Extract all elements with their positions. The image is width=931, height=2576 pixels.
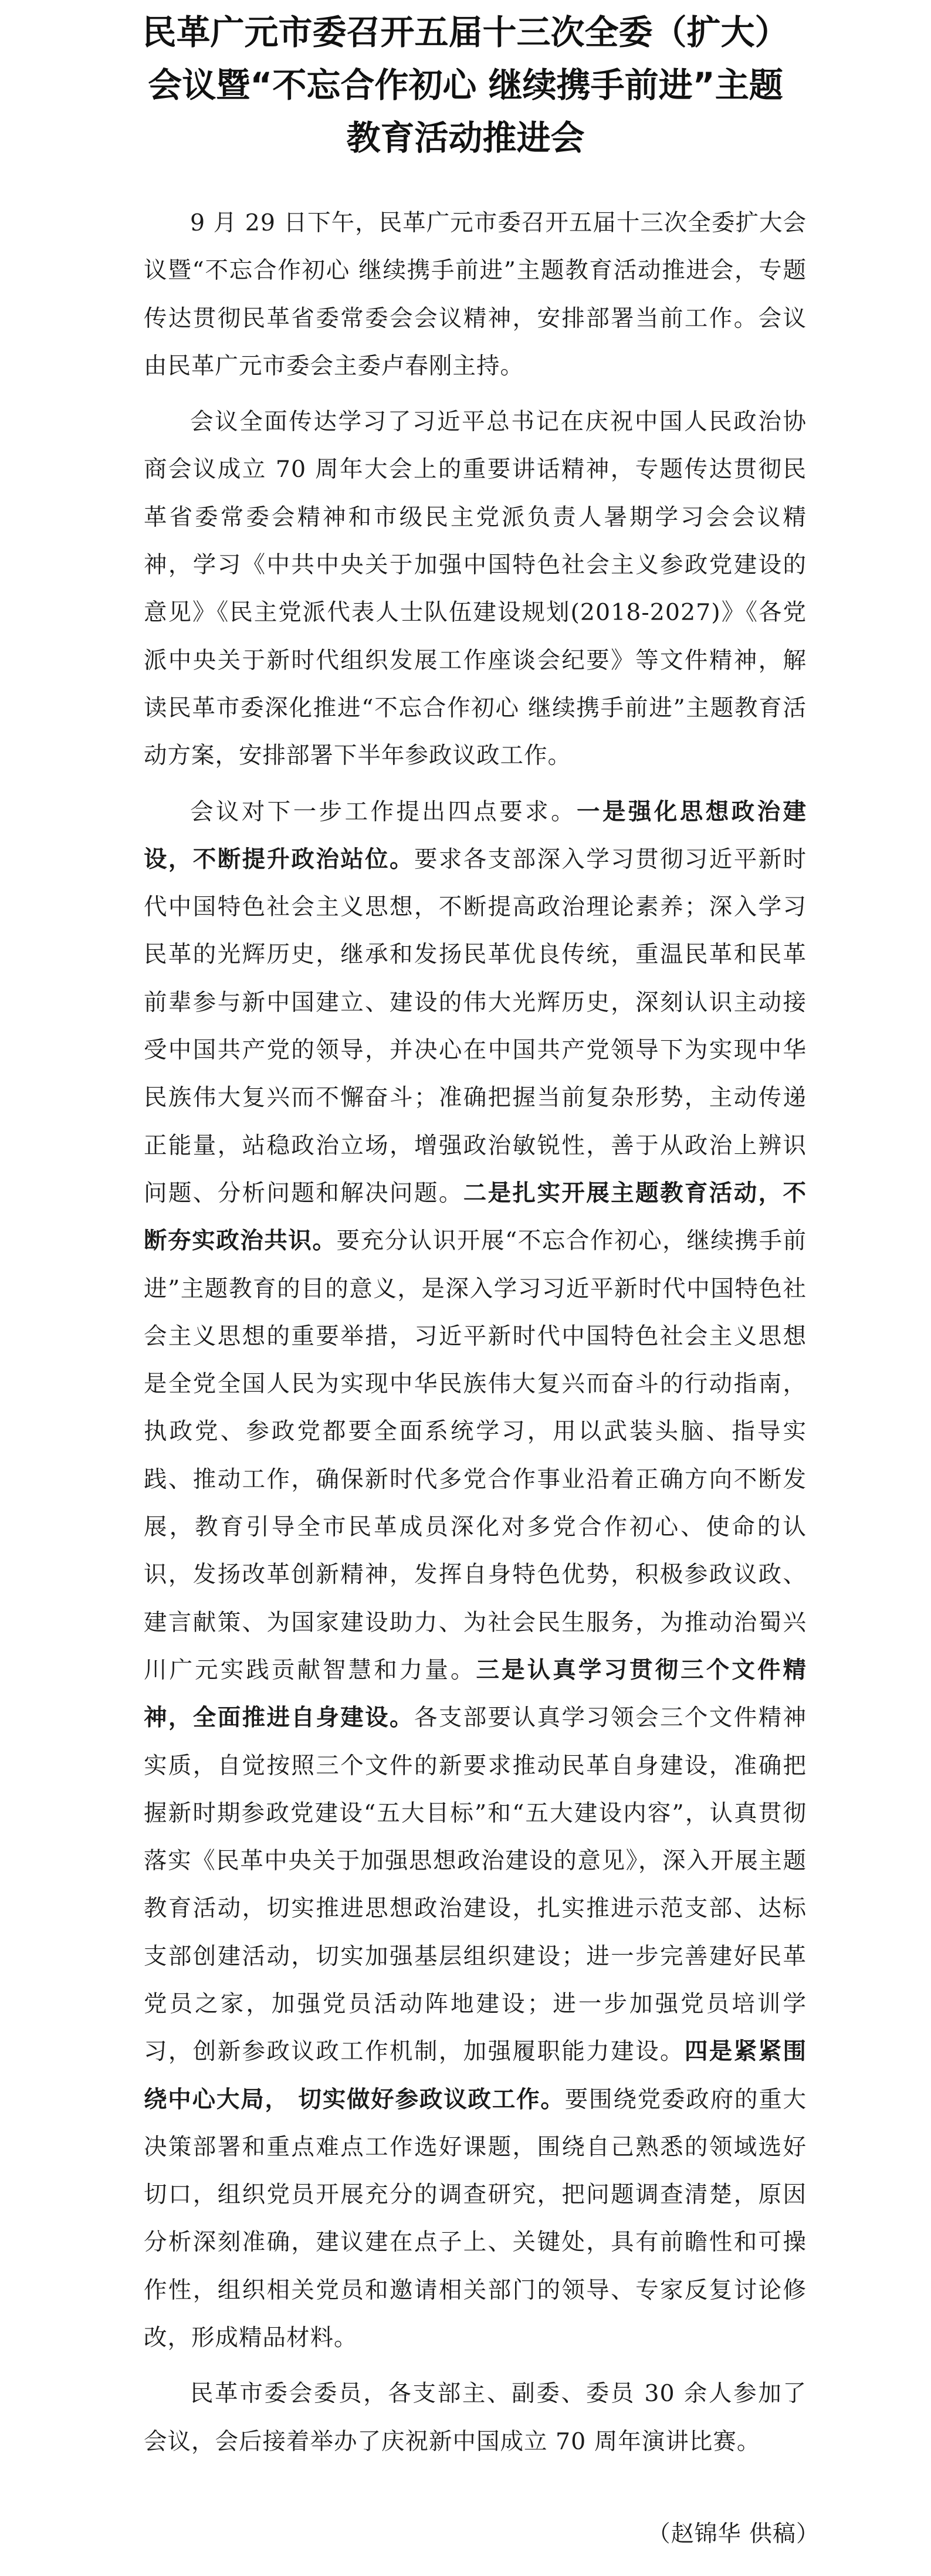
requirements-intro: 会议对下一步工作提出四点要求。 bbox=[190, 798, 577, 825]
paragraph-four-requirements bbox=[144, 788, 807, 2362]
requirement-3-text: 各支部要认真学习领会三个文件精神实质，自觉按照三个文件的新要求推动民革自身建设，准确把握新时期参政党建设“五大目标”和“五大建设内容”，认真贯彻落实《民革中央关于加强思想政治建设的意见》，深入开展主题教育活动，切实推进思想政治建设，扎实推进示范支部、达标支部创建活动，切实加强基层组织建设；进一步完善建好民革党员之家，加强党员活动阵地建设；进一步加强党员培训学习，创新参政议政工作机制，加强履职能力建设。 bbox=[144, 1704, 807, 2066]
requirement-2-text: 要充分认识开展“不忘合作初心，继续携手前进”主题教育的目的意义，是深入学习习近平新时代中国特色社会主义思想的重要举措，习近平新时代中国特色社会主义思想是全党全国人民为实现中华民族伟大复兴而奋斗的行动指南， 执政党、参政党都要全面系统学习，用以武装头脑、指导实践、推动工作，确保新时代多党合作事业沿着正确方向不断发展，教育引导全市民革成员深化对多党合作初心、使命的认识，发扬改革创新精神，发挥自身特色优势，积极参政议政、建言献策、为国家建设助力、为社会民生服务，为推动治蜀兴川广元实践贡献智慧和力量。 bbox=[144, 1227, 807, 1684]
paragraph-meeting-content: 会议全面传达学习了习近平总书记在庆祝中国人民政治协商会议成立 70 周年大会上的重要讲话精神，专题传达贯彻民革省委常委会精神和市级民主党派负责人暑期学习会会议精神，学习《中共中央关于加强中国特色社会主义参政党建设的意见》《民主党派代表人士队伍建设规划(2018-2027)》《各党派中央关于新时代组织发展工作座谈会纪要》等文件精神，解读民革市委深化推进“不忘合作初心 继续携手前进”主题教育活动方案，安排部署下半年参政议政工作。 bbox=[144, 408, 807, 770]
requirement-4-heading: 四是紧紧围绕中心大局， 切实做好参政议政工作。 bbox=[144, 2038, 807, 2113]
requirement-1-text: 要求各支部深入学习贯彻习近平新时代中国特色社会主义思想，不断提高政治理论素养；深入学习民革的光辉历史，继承和发扬民革优良传统，重温民革和民革前辈参与新中国建立、建设的伟大光辉历史，深刻认识主动接受中国共产党的领导，并决心在中国共产党领导下为实现中华民族伟大复兴而不懈奋斗；准确把握当前复杂形势，主动传递正能量，站稳政治立场，增强政治敏锐性，善于从政治上辨识问题、分析问题和解决问题。 bbox=[144, 845, 807, 1207]
title-line-1: 民革广元市委召开五届十三次全委（扩大） bbox=[142, 12, 789, 52]
requirement-3-heading: 三是认真学习贯彻三个文件精神，全面推进自身建设。 bbox=[144, 1656, 807, 1732]
article-title bbox=[88, 6, 843, 164]
requirement-2-heading: 二是扎实开展主题教育活动，不断夯实政治共识。 bbox=[144, 1179, 807, 1255]
article-body bbox=[144, 199, 807, 2466]
paragraph-opening: 9 月 29 日下午，民革广元市委召开五届十三次全委扩大会议暨“不忘合作初心 继续携手前进”主题教育活动推进会，专题传达贯彻民革省委常委会会议精神，安排部署当前工作。会议由民革广元市委会主委卢春刚主持。 bbox=[144, 209, 807, 380]
requirement-4-text: 要围绕党委政府的重大决策部署和重点难点工作选好课题，围绕自己熟悉的领域选好切口，组织党员开展充分的调查研究，把问题调查清楚，原因分析深刻准确，建议建在点子上、关键处，具有前瞻性和可操作性，组织相关党员和邀请相关部门的领导、专家反复讨论修改，形成精品材料。 bbox=[144, 2086, 807, 2352]
title-line-2: 会议暨“不忘合作初心 继续携手前进”主题 bbox=[148, 65, 783, 105]
title-line-3: 教育活动推进会 bbox=[346, 118, 585, 158]
author-byline: （赵锦华 供稿） bbox=[647, 2521, 820, 2547]
paragraph-attendance: 民革市委会委员，各支部主、副委、委员 30 余人参加了会议，会后接着举办了庆祝新中国成立 70 周年演讲比赛。 bbox=[144, 2380, 807, 2455]
requirement-1-heading: 一是强化思想政治建设，不断提升政治站位。 bbox=[144, 798, 807, 873]
